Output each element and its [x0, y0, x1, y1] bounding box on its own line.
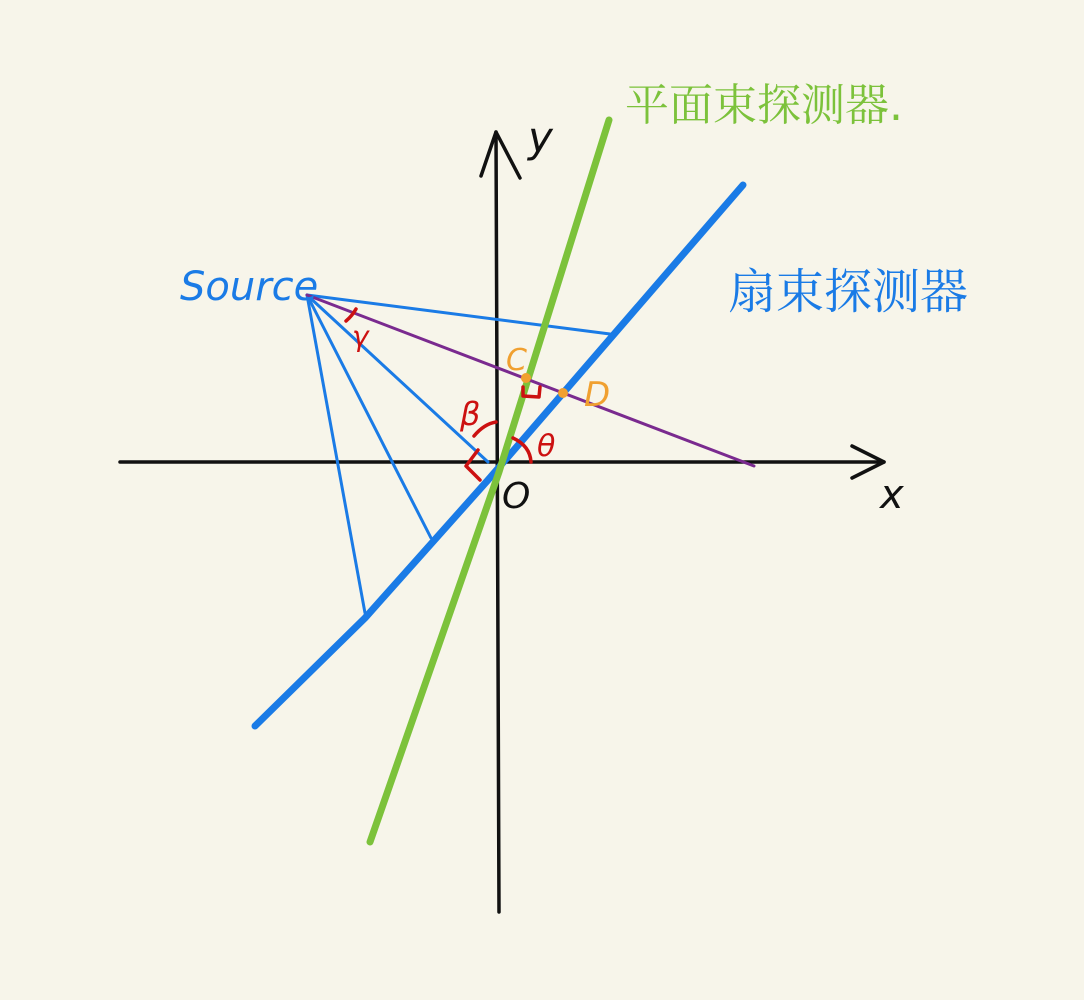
beta-label: β	[460, 395, 481, 433]
origin-label: O	[502, 476, 531, 517]
central-ray	[307, 295, 754, 466]
y-axis-label: y	[528, 113, 553, 162]
theta-label: θ	[537, 429, 556, 464]
point-d-label: D	[584, 375, 611, 415]
y-axis	[496, 132, 499, 912]
y-axis-arrowhead	[481, 132, 520, 178]
coordinate-axes	[120, 132, 884, 912]
point-d	[558, 388, 568, 398]
fan-detector-label: 扇束探测器	[728, 264, 969, 320]
x-axis-label: x	[880, 472, 904, 518]
fan-ray-middle	[307, 295, 431, 538]
gamma-label: γ	[352, 320, 369, 353]
point-c-label: C	[506, 343, 527, 378]
source-label: Source	[180, 264, 319, 310]
planar-detector-label: 平面束探测器.	[625, 80, 903, 131]
